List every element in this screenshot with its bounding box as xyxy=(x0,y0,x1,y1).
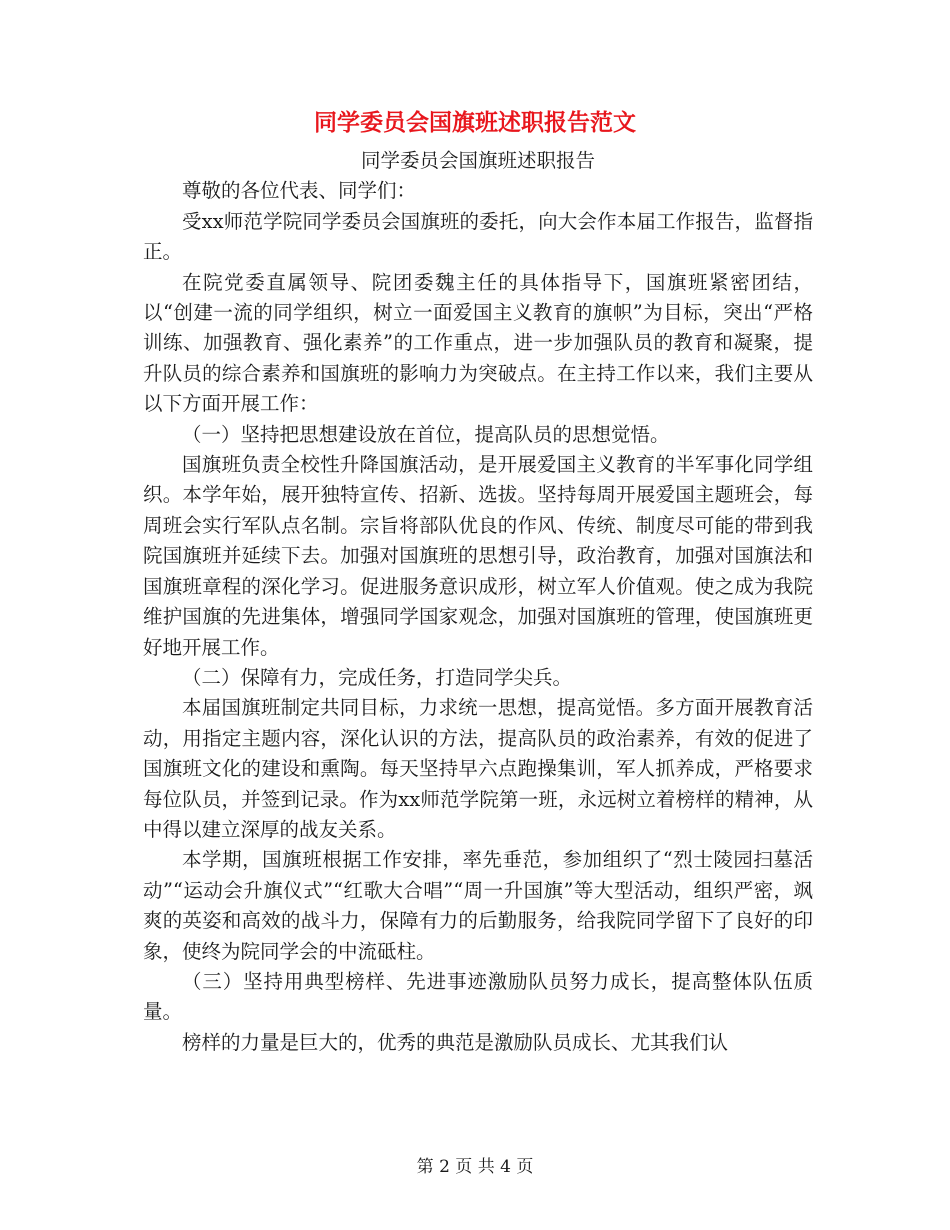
section-heading: （二）保障有力，完成任务，打造同学尖兵。 xyxy=(182,665,573,689)
document-body xyxy=(143,146,813,1058)
document-title: 同学委员会国旗班述职报告范文 xyxy=(314,109,636,136)
body-paragraph: 本学期，国旗班根据工作安排，率先垂范，参加组织了“烈士陵园扫墓活动”“运动会升旗仪式”“红歌大合唱”“周一升国旗”等大型活动，组织严密，飒爽的英姿和高效的战斗力，保障有力的后勤服务，给我院同学留下了良好的印象，使终为院同学会的中流砥柱。 xyxy=(143,848,813,963)
body-paragraph: 本届国旗班制定共同目标，力求统一思想，提高觉悟。多方面开展教育活动，用指定主题内容，深化认识的方法，提高队员的政治素养，有效的促进了国旗班文化的建设和熏陶。每天坚持早六点跑操集训，军人抓养成，严格要求每位队员，并签到记录。作为xx师范学院第一班，永远树立着榜样的精神，从中得以建立深厚的战友关系。 xyxy=(143,696,813,841)
section-heading: （三）坚持用典型榜样、先进事迹激励队员努力成长，提高整体队伍质量。 xyxy=(143,969,813,1024)
body-paragraph: 在院党委直属领导、院团委魏主任的具体指导下，国旗班紧密团结，以“创建一流的同学组织，树立一面爱国主义教育的旗帜”为目标，突出“严格训练、加强教育、强化素养”的工作重点，进一步加强队员的教育和凝聚，提升队员的综合素养和国旗班的影响力为突破点。在主持工作以来，我们主要从以下方面开展工作： xyxy=(143,270,813,416)
page-number-footer: 第 2 页 共 4 页 xyxy=(416,1157,534,1177)
document-subtitle: 同学委员会国旗班述职报告 xyxy=(360,149,595,172)
body-paragraph: 受xx师范学院同学委员会国旗班的委托，向大会作本届工作报告，监督指正。 xyxy=(143,209,813,264)
body-paragraph: 榜样的力量是巨大的，优秀的典范是激励队员成长、尤其我们认 xyxy=(182,1030,729,1054)
body-paragraph: 国旗班负责全校性升降国旗活动，是开展爱国主义教育的半军事化同学组织。本学年始，展开独特宣传、招新、选拔。坚持每周开展爱国主题班会，每周班会实行军队点名制。宗旨将部队优良的作风、传统、制度尽可能的带到我院国旗班并延续下去。加强对国旗班的思想引导，政治教育，加强对国旗法和国旗班章程的深化学习。促进服务意识成形，树立军人价值观。使之成为我院维护国旗的先进集体，增强同学国家观念，加强对国旗班的管理，使国旗班更好地开展工作。 xyxy=(143,453,813,659)
salutation-paragraph: 尊敬的各位代表、同学们： xyxy=(182,179,417,203)
section-heading: （一）坚持把思想建设放在首位，提高队员的思想觉悟。 xyxy=(182,422,670,446)
